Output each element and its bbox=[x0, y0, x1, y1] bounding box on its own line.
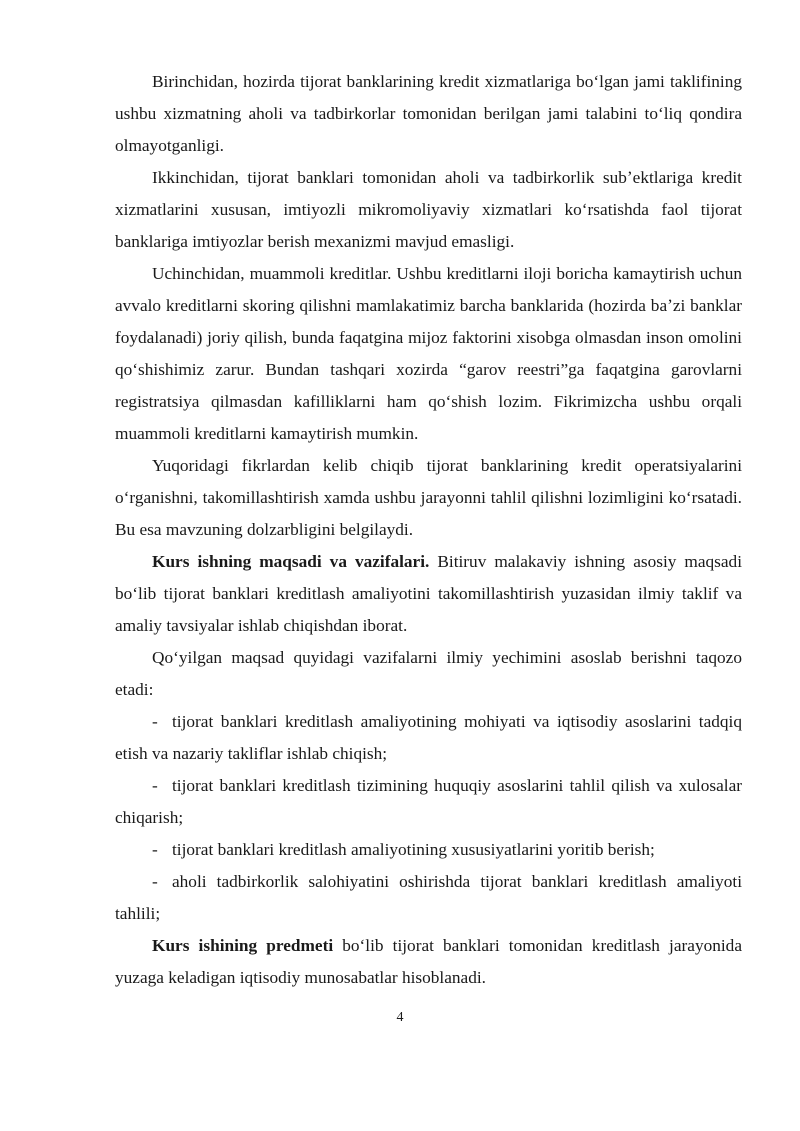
paragraph-third: Uchinchidan, muammoli kreditlar. Ushbu kreditlarni iloji boricha kamaytirish uchun avvalo kreditlarni skoring qilishni mamlakatimiz barcha banklarida (hozirda baʼzi banklar foydalanadi) joriy qilish, bunda faqatgina mijoz faktorini xisobga olmasdan inson omolini qoʻshishimiz zarur. Bundan tashqari xozirda “garov reestri”ga faqatgina garovlarni registratsiya qilmasdan kafilliklarni ham qoʻshish lozim. Fikrimizcha ushbu orqali muammoli kreditlarni kamaytirish mumkin. bbox=[115, 264, 742, 443]
subject-heading: Kurs ishining predmeti bbox=[152, 936, 334, 955]
list-item-text: tijorat banklari kreditlash amaliyotining xususiyatlarini yoritib berish; bbox=[172, 840, 655, 859]
paragraph-subject bbox=[115, 930, 742, 994]
list-item-text: tijorat banklari kreditlash tizimining huquqiy asoslarini tahlil qilish va xulosalar chiqarish; bbox=[115, 776, 742, 827]
paragraph-goal bbox=[115, 546, 742, 642]
list-item bbox=[115, 866, 742, 930]
paragraph-second: Ikkinchidan, tijorat banklari tomonidan aholi va tadbirkorlik subʼektlariga kredit xizmatlarini xususan, imtiyozli mikromoliyaviy xizmatlari koʻrsatishda faol tijorat banklariga imtiyozlar berish mexanizmi mavjud emasligi. bbox=[115, 168, 742, 251]
document-body bbox=[115, 66, 742, 994]
list-dash: - bbox=[152, 776, 158, 795]
list-item bbox=[115, 706, 742, 770]
list-item bbox=[115, 834, 742, 866]
paragraph-relevance: Yuqoridagi fikrlardan kelib chiqib tijorat banklarining kredit operatsiyalarini oʻrganishni, takomillashtirish xamda ushbu jarayonni tahlil qilishni lozimligini koʻrsatadi. Bu esa mavzuning dolzarbligini belgilaydi. bbox=[115, 456, 742, 539]
list-dash: - bbox=[152, 712, 158, 731]
page-number: 4 bbox=[396, 1010, 404, 1025]
subject-text: boʻlib tijorat banklari tomonidan kreditlash jarayonida yuzaga keladigan iqtisodiy munosabatlar hisoblanadi. bbox=[115, 936, 742, 987]
paragraph-first: Birinchidan, hozirda tijorat banklarining kredit xizmatlariga boʻlgan jami taklifining ushbu xizmatning aholi va tadbirkorlar tomonidan berilgan jami talabini toʻliq qondira olmayotganligi. bbox=[115, 72, 742, 155]
list-dash: - bbox=[152, 872, 158, 891]
paragraph-tasks-intro: Qoʻyilgan maqsad quyidagi vazifalarni ilmiy yechimini asoslab berishni taqozo etadi: bbox=[115, 648, 742, 699]
goal-text: Bitiruv malakaviy ishning asosiy maqsadi boʻlib tijorat banklari kreditlash amaliyotini takomillashtirish yuzasidan ilmiy taklif va amaliy tavsiyalar ishlab chiqishdan iborat. bbox=[115, 552, 742, 635]
list-item-text: tijorat banklari kreditlash amaliyotining mohiyati va iqtisodiy asoslarini tadqiq etish va nazariy takliflar ishlab chiqish; bbox=[115, 712, 742, 763]
list-dash: - bbox=[152, 840, 158, 859]
list-item bbox=[115, 770, 742, 834]
goal-heading: Kurs ishning maqsadi va vazifalari. bbox=[152, 552, 430, 571]
list-item-text: aholi tadbirkorlik salohiyatini oshirishda tijorat banklari kreditlash amaliyoti tahlili; bbox=[115, 872, 742, 923]
